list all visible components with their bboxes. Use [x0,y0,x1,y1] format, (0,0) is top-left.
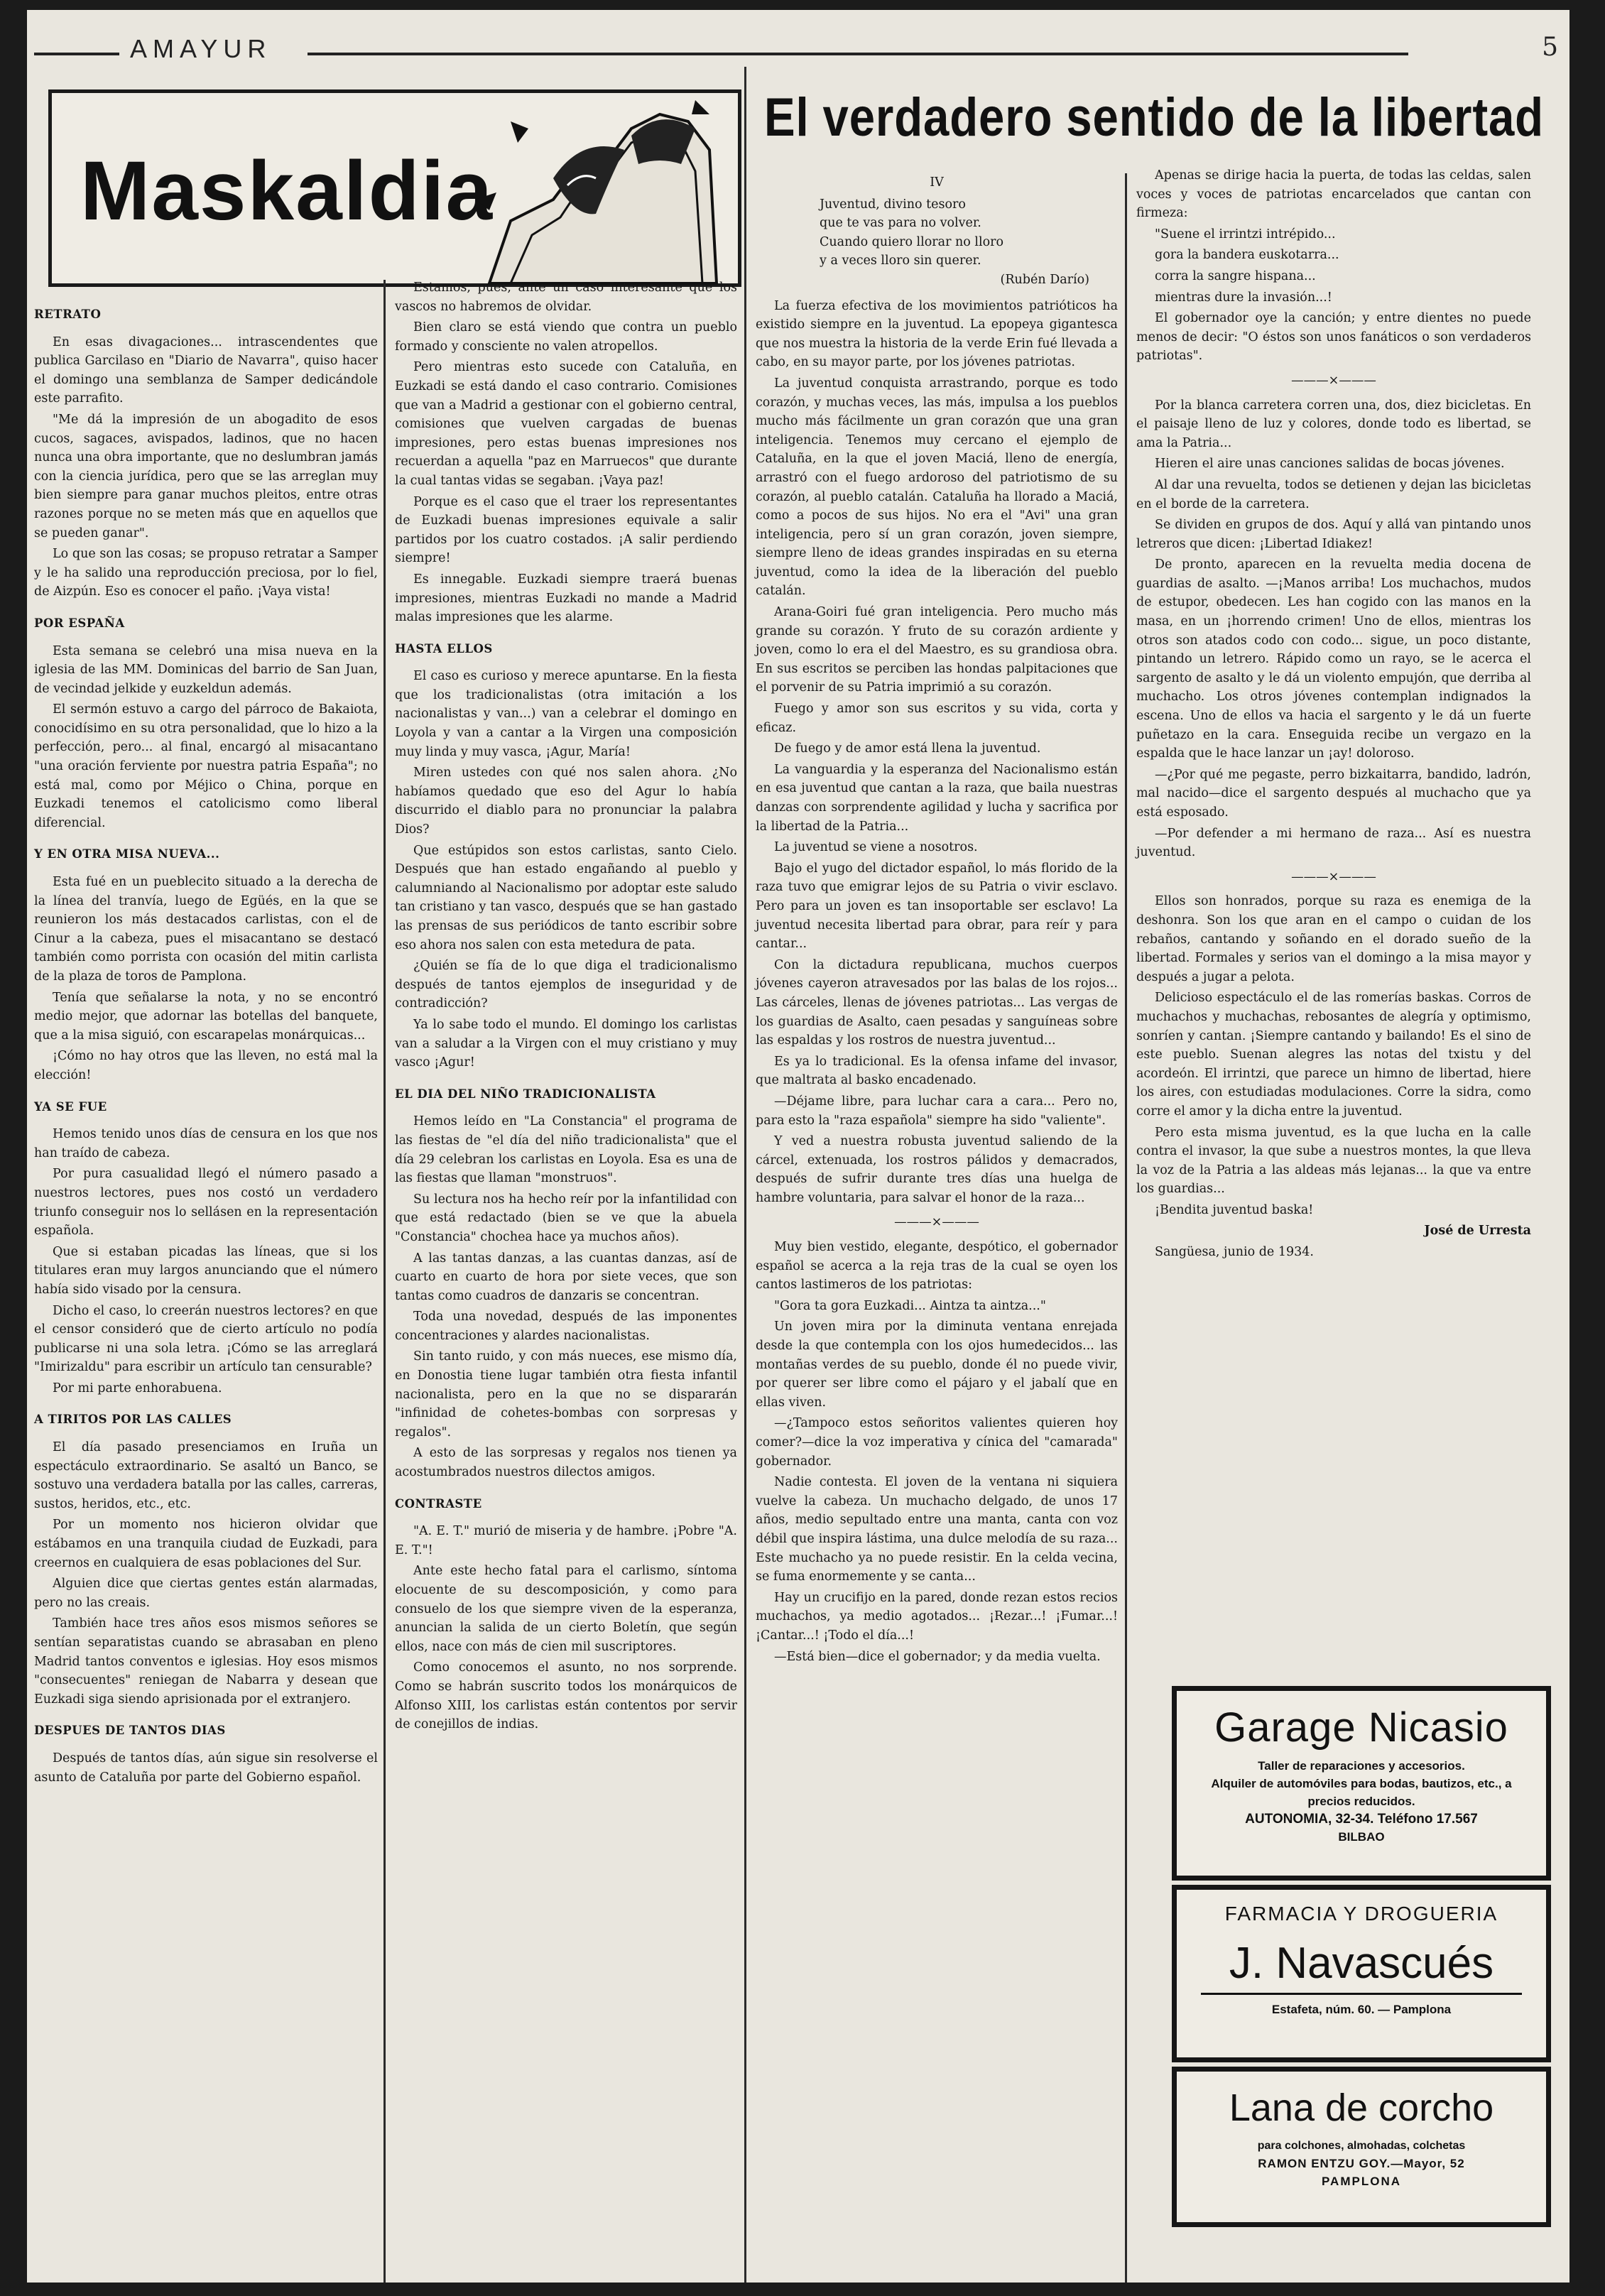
paragraph: Un joven mira por la diminuta ventana enrejada desde la que contempla con los ojos humedecidos... las montañas verdes de su pueblo, donde él no puede vivir, por querer ser libre como el pájaro y el jabalí que en ellas viven. [756,1320,1118,1410]
paragraph: "Me dá la impresión de un abogadito de esos cucos, sagaces, avispados, ladinos, que no hacen nunca una obra importante, que no deslumbran jamás con la ciencia jurídica, pero que se las arreglan muy bien siempre para ganar muchos pleitos, entre otras razones porque no se meten más que en aquellos que se pueden ganar". [34,412,378,540]
ad-lana-line2: RAMON ENTZU GOY.—Mayor, 52 [1258,2157,1465,2170]
paragraph: mientras dure la invasión...! [1155,290,1332,305]
paragraph: Que si estaban picadas las líneas, que si los titulares eran muy largos anunciando que el número había sido visado por la censura. [34,1244,378,1297]
paragraph: Ya lo sabe todo el mundo. El domingo los carlistas van a saludar a la Virgen con el muy cristiano y muy vasco ¡Agur! [395,1017,737,1070]
ad-lana-line3: PAMPLONA [1321,2175,1401,2188]
article-body [756,297,1118,1208]
ad-farmacia-address: Estafeta, núm. 60. — Pamplona [1271,2003,1452,2016]
section-separator: ———×——— [894,1215,979,1230]
main-headline: El verdadero sentido de la libertad [764,87,1544,148]
paragraph: Alguien dice que ciertas gentes están alarmadas, pero no las creais. [34,1577,378,1610]
article-dateline: Sangüesa, junio de 1934. [1155,1245,1314,1260]
page-number: 5 [1542,33,1558,62]
paragraph: De pronto, aparecen en la revuelta media docena de guardias de asalto. —¡Manos arriba! Los muchachos, mudos de estupor, obedecen. Les han cogido con las manos en la masa, en un ¡horrendo crimen! Uno de ellos, mientras los otros son atados codo con codo... sigue, un poco distante, pintando un letrero. Rápido como un rayo, se le acerca el sargento de asalto y le dá un violento empujón, que derriba al muchacho. Los otros jóvenes contemplan indignados la escena. Uno de ellos va hacia el sargento y le dá un fuerte puñetazo en la cara. Enseguida recibe un vergazo en la espalda que le hace lanzar un ¡ay! doloroso. [1136,557,1531,761]
column-divider [383,280,386,2283]
ad-garage-line3: AUTONOMIA, 32-34. Teléfono 17.567 [1245,1812,1478,1827]
ad-farmacia-rule [1201,1993,1522,1995]
paragraph: Estamos, pues, ante un caso interesante que los vascos no habremos de olvidar. [395,281,737,314]
masthead-box [48,89,741,287]
ad-farmacia-name: J. Navascués [1229,1939,1494,1988]
ad-garage-line1: Taller de reparaciones y accesorios. [1258,1759,1465,1773]
newspaper-page [27,10,1569,2283]
ad-garage-nicasio [1172,1686,1551,1881]
paragraph: Arana-Goiri fué gran inteligencia. Pero mucho más grande su corazón. Y fruto de su corazón ardiente y joven, como lo era el del Maestro, es su grandiosa obra. En sus escritos se perciben las hondas palpitaciones que el porvenir de su Patria imprimió a su corazón. [756,605,1118,695]
paragraph: Con la dictadura republicana, muchos cuerpos jóvenes cayeron atravesados por las balas de los rojos... Las cárceles, llenas de jóvenes patriotas... Las vergas de los guardias de Asalto, caen pesadas y sanguíneas sobre las espaldas y los rostros de nuestra juventud... [756,957,1118,1048]
paragraph: A esto de las sorpresas y regalos nos tienen ya acostumbrados nuestros dilectos amigos. [395,1446,737,1480]
paragraph: Bajo el yugo del dictador español, lo más florido de la raza tuvo que emigrar lejos de su Patria o vivir esclavo. Pero para un joven es tan insoportable ser esclavo! La juventud necesita libertad para obrar, para reír y para cantar... [756,861,1118,952]
section-heading: POR ESPAÑA [34,616,125,630]
column-divider [744,67,746,2283]
ad-garage-line2: Alquiler de automóviles para bodas, bautizos, etc., a precios reducidos. [1211,1777,1512,1808]
paragraph: Hay un crucifijo en la pared, donde rezan estos recios muchachos, ya medio agotados... ¡Rezar...! ¡Fumar...! ¡Cantar...! ¡Todo el día...! [756,1590,1118,1643]
verse-block [756,195,1118,271]
section-separator: ———×——— [1291,373,1376,388]
article-body-continued [1136,396,1531,862]
paragraph: Hieren el aire unas canciones salidas de bocas jóvenes. [1155,457,1505,472]
paragraph: El caso es curioso y merece apuntarse. En la fiesta que los tradicionalistas (otra imitación a los nacionalistas y van...) van a celebrar el domingo en Loyola y van a cantar a la Virgen una composición muy linda y muy vasca, ¡Agur, María! [395,669,737,759]
paragraph: Apenas se dirige hacia la puerta, de todas las celdas, salen voces y voces de patriotas encarcelados que cantan con firmeza: [1136,168,1531,221]
paragraph: Es ya lo tradicional. Es la ofensa infame del invasor, que maltrata al basko encadenado. [756,1054,1118,1088]
section-heading: CONTRASTE [395,1496,482,1511]
article-body-continued [756,1238,1118,1666]
paragraph: Que estúpidos son estos carlistas, santo Cielo. Después que han estado engañando al pueblo y calumniando al Nacionalismo por adoptar este saludo tan cristiano y tan vasco, después que se han gastado las prensas de sus periódicos de tanto escribir sobre eso ahora nos salen con esta metedura de pata. [395,843,737,952]
paragraph: En esas divagaciones... intrascendentes que publica Garcilaso en "Diario de Navarra", quiso hacer el domingo una semblanza de Samper dedicándole este parrafito. [34,334,378,406]
masthead-illustration-icon [468,93,724,283]
column-3 [756,173,1118,2283]
paragraph: "A. E. T." murió de miseria y de hambre. ¡Pobre "A. E. T."! [395,1524,737,1557]
ad-lana-de-corcho [1172,2067,1551,2227]
paragraph: "Suene el irrintzi intrépido... [1155,227,1336,241]
paragraph: ¿Quién se fía de lo que diga el tradicionalismo después de tantos ejemplos de inseguridad y de contradicción? [395,959,737,1011]
section-heading: A TIRITOS POR LAS CALLES [34,1413,232,1427]
paragraph: De fuego y de amor está llena la juventud. [774,741,1041,756]
paragraph: —¿Por qué me pegaste, perro bizkaitarra, bandido, ladrón, mal nacido—dice el sargento después al muchacho que ya está esposado. [1136,767,1531,820]
paragraph: La juventud conquista arrastrando, porque es todo corazón, y muchas veces, las más, impulsa a los pueblos mucho más fácilmente un gran corazón que una gran inteligencia. Tenemos muy cercano el ejemplo de Cataluña, en la que el joven Maciá, lleno de energía, arrastró con el fuego ardoroso del patriotismo de su corazón, al pueblo catalán. Cataluña ha llorado a Maciá, como a pocos de sus hijos. No era el "Avi" una gran inteligencia, pero sí un gran corazón, joven siempre, siempre lleno de ideas grandes inspiradas en su eterna juventud, como la idea de la liberación del pueblo catalán. [756,376,1118,599]
paragraph: ¡Cómo no hay otros que las lleven, no está mal la elección! [34,1049,378,1082]
paragraph: Tenía que señalarse la nota, y no se encontró medio mejor, que adornar las botellas del banquete, que a la misa siguió, con escarapelas monárquicas... [34,990,378,1043]
paragraph: Hemos leído en "La Constancia" el programa de las fiestas de "el día del niño tradicionalista" que el día 29 celebran los carlistas en Loyola. Esa es una de las fiestas que llaman "monstruos". [395,1114,737,1186]
paragraph: Es innegable. Euzkadi siempre traerá buenas impresiones, mientras Euzkadi no mande a Madrid malas impresiones que les alarme. [395,572,737,625]
paragraph: Nadie contesta. El joven de la ventana ni siquiera vuelve la cabeza. Un muchacho delgado, de unos 17 años, medio sepultado entre una manta, canta con voz débil que inspira lástima, una dulce melodía de su raza... Este muchacho ya no puede resistir. En la celda vecina, se fuma enormemente y se canta... [756,1475,1118,1584]
paragraph: Muy bien vestido, elegante, despótico, el gobernador español se acerca a la reja tras de la cual se oyen los cantos lastimeros de los patriotas: [756,1240,1118,1293]
paragraph: —Está bien—dice el gobernador; y da media vuelta. [774,1649,1101,1664]
paragraph: La fuerza efectiva de los movimientos patrióticos ha existido siempre en la juventud. La epopeya gigantesca que nos muestra la historia de la verde Erin fué llevada a cabo, en su mayor parte, por los jóvenes patriotas. [756,298,1118,370]
paragraph: Como conocemos el asunto, no nos sorprende. Como se habrán suscrito todos los monárquicos de Alfonso XIII, los carlistas están contentos por servir de conejillos de indias. [395,1660,737,1732]
paragraph: El sermón estuvo a cargo del párroco de Bakaiota, conocidísimo en su otra personalidad, que lo hizo a la perfección, pero... al final, encargó al misacantano "una oración ferviente por nuestra patria España"; no está mal, como por Méjico o China, porque en Euzkadi tenemos el catolicismo como liberal diferencial. [34,702,378,830]
running-head [34,28,1562,64]
verse-line: que te vas para no volver. [820,216,981,231]
paragraph: —¿Tampoco estos señoritos valientes quieren hoy comer?—dice la voz imperativa y cínica del "camarada" gobernador. [756,1416,1118,1469]
paragraph: Por un momento nos hicieron olvidar que estábamos en una tranquila ciudad de Euzkadi, para creernos en cualquiera de esas poblaciones del Sur. [34,1518,378,1570]
paragraph: "Gora ta gora Euzkadi... Aintza ta aintza..." [774,1298,1046,1313]
paragraph: Y ved a nuestra robusta juventud saliendo de la cárcel, extenuada, los rostros pálidos y demacrados, después de sufrir durante tres días una huelga de hambre voluntaria, para salvar el honor de la raza... [756,1134,1118,1205]
section-heading: Y EN OTRA MISA NUEVA... [34,847,220,861]
verse-author: (Rubén Darío) [1000,272,1089,287]
paragraph: Delicioso espectáculo el de las romerías baskas. Corros de muchachos y muchachas, rebosantes de alegría y optimismo, sonríen y cantan. ¡Siempre cantando y bailando! Es el sino de este pueblo. Suenan alegres las notas del txistu y del acordeón. El irrintzi, que parece un himno de libertad, hiere los aires, con estudiadas modulaciones. Corre la sidra, como corre el amor y la dicha entre la juventud. [1136,991,1531,1119]
section-heading: RETRATO [34,308,102,321]
column-2 [395,278,737,2281]
paragraph: Al dar una revuelta, todos se detienen y dejan las bicicletas en el borde de la carretera. [1136,477,1531,511]
paragraph: La juventud se viene a nosotros. [774,840,978,855]
verse-line: y a veces lloro sin querer. [820,254,981,268]
ad-farmacia-heading: FARMACIA Y DROGUERIA [1224,1903,1498,1925]
paragraph: Esta semana se celebró una misa nueva en la iglesia de las MM. Dominicas del barrio de San Juan, de vecindad jelkide y euzkeldun además. [34,643,378,696]
paragraph: ¡Bendita juventud baska! [1155,1202,1314,1217]
section-heading: DESPUES DE TANTOS DIAS [34,1724,226,1738]
section-heading: HASTA ELLOS [395,641,493,655]
section-numeral: IV [930,175,944,190]
paragraph: —Por defender a mi hermano de raza... Así es nuestra juventud. [1136,826,1531,860]
ad-farmacia-navascues [1172,1885,1551,2062]
verse-line: Cuando quiero llorar no lloro [820,234,1004,249]
verse-line: Juventud, divino tesoro [820,197,966,212]
paragraph: Pero esta misma juventud, es la que lucha en la calle contra el invasor, la que sube a nuestros montes, la que lleva la voz de la Patria a las aldeas más lejanas... la que va entre los guardias... [1136,1125,1531,1197]
paragraph: Ellos son honrados, porque su raza es enemiga de la deshonra. Son los que aran en el campo o cuidan de los rebaños, cantando y soñando en el dorado sueño de la libertad. Formales y serios van el domingo a la misa mayor y después a jugar a pelota. [1136,894,1531,984]
paragraph: También hace tres años esos mismos señores se sentían separatistas cuando se abrasaban en pleno Madrid tantos conventos e iglesias. Hoy esos mismos "consecuentes" reniegan de Nabarra y desean que Euzkadi siga siendo aprisionada por el extranjero. [34,1616,378,1707]
paragraph: Sin tanto ruido, y con más nueces, ese mismo día, en Donostia tiene lugar también otra fiesta infantil nacionalista, pero en la que no se dispararán "infinidad de cohetes-bombas con sorpresas y regalos". [395,1349,737,1440]
column-1 [34,293,378,2281]
paragraph: corra la sangre hispana... [1155,268,1316,283]
paragraph: Su lectura nos ha hecho reír por la infantilidad con que está redactado (bien se ve que la abuela "Constancia" chochea hace ya muchos años). [395,1192,737,1244]
running-head-rule-left [34,53,119,55]
paragraph: El día pasado presenciamos en Iruña un espectáculo extraordinario. Se asaltó un Banco, se sostuvo una verdadera batalla por las calles, carreras, sustos, heridos, etc., etc. [34,1440,378,1511]
ad-garage-line4: BILBAO [1338,1830,1385,1844]
paragraph: Fuego y amor son sus escritos y su vida, corta y eficaz. [756,702,1118,735]
column-divider [1125,173,1127,2283]
paragraph: —Déjame libre, para luchar cara a cara... Pero no, para esto la "raza española" siempre ha sido "valiente". [756,1094,1118,1128]
masthead-title: Maskaldia [80,144,494,238]
paragraph: A las tantas danzas, a las cuantas danzas, así de cuarto en cuarto de hora por siete veces, que son tantas como cuadros de danzaris se concentran. [395,1251,737,1303]
ad-lana-name: Lana de corcho [1229,2086,1494,2129]
paragraph: Pero mientras esto sucede con Cataluña, en Euzkadi se está dando el caso contrario. Comisiones que van a Madrid a gestionar con el gobierno central, comisiones que vuelven cargadas de buenas impresiones, pero estas buenas impresiones nos recuerdan a aquella "paz en Marruecos" que durante la cual tantas vidas se segaban. ¡Vaya paz! [395,360,737,488]
paragraph: Lo que son las cosas; se propuso retratar a Samper y le ha salido una reproducción preciosa, por lo fiel, de Aizpún. Eso es conocer el paño. ¡Vaya vista! [34,547,378,599]
running-head-rule-right [308,53,1408,55]
ad-lana-line1: para colchones, almohadas, colchetas [1257,2140,1466,2152]
paragraph: Porque es el caso que el traer los representantes de Euzkadi buenas impresiones equivale a salir partidos por los cuatro costados. ¡A salir perdiendo siempre! [395,494,737,566]
author-signature: José de Urresta [1424,1224,1531,1239]
paragraph: Bien claro se está viendo que contra un pueblo formado y consciente no valen atropellos. [395,320,737,354]
article-body [1136,166,1531,366]
paragraph: gora la bandera euskotarra... [1155,248,1339,263]
article-body-end [1136,892,1531,1219]
section-separator: ———×——— [1291,869,1376,884]
paragraph: Por la blanca carretera corren una, dos, diez bicicletas. En el paisaje lleno de luz y colores, donde todo es libertad, se ama la Patria... [1136,398,1531,450]
paragraph: La vanguardia y la esperanza del Nacionalismo están en esa juventud que cantan a la raza, que baila nuestras danzas con sorprendente agilidad y lucha y sacrifica por la libertad de la Patria... [756,762,1118,834]
paragraph: Ante este hecho fatal para el carlismo, síntoma elocuente de su descomposición, y como para consuelo de los que siempre viven de la esperanza, anuncian la salida de un cierto Boletín, que según ellos, nace con más de cien mil suscriptores. [395,1564,737,1654]
paragraph: El gobernador oye la canción; y entre dientes no puede menos de decir: "O éstos son unos fanáticos o son verdaderos patriotas". [1136,311,1531,364]
section-heading: YA SE FUE [34,1099,107,1114]
paragraph: Hemos tenido unos días de censura en los que nos han traído de cabeza. [34,1127,378,1160]
ad-garage-name: Garage Nicasio [1214,1704,1508,1751]
section-heading: EL DIA DEL NIÑO TRADICIONALISTA [395,1087,656,1101]
paragraph: Toda una novedad, después de las imponentes concentraciones y alardes nacionalistas. [395,1310,737,1343]
paper-name: AMAYUR [130,34,272,63]
column-4 [1136,166,1531,1260]
paragraph: Por mi parte enhorabuena. [53,1381,222,1395]
paragraph: Dicho el caso, lo creerán nuestros lectores? en que el censor consideró que de cierto artículo no podía publicarse ni una sola letra. ¡Cómo se las arreglará "Imirizaldu" para escribir un artículo tan censurable? [34,1303,378,1375]
paragraph: Por pura casualidad llegó el número pasado a nuestros lectores, pues nos costó un verdadero triunfo conseguir nos lo sellásen en la representación española. [34,1167,378,1239]
paragraph: Se dividen en grupos de dos. Aquí y allá van pintando unos letreros que dicen: ¡Libertad Idiakez! [1136,518,1531,551]
paragraph: Después de tantos días, aún sigue sin resolverse el asunto de Cataluña por parte del Gobierno español. [34,1751,378,1785]
paragraph: Esta fué en un pueblecito situado a la derecha de la línea del tranvía, luego de Egüés, en la que se reunieron los más destacados carlistas, con el de Cinur a la cabeza, pues el misacantano se destacó también como porrista con ocasión del mitin carlista de la plaza de toros de Pamplona. [34,875,378,984]
paragraph: Miren ustedes con qué nos salen ahora. ¿No habíamos quedado que eso del Agur lo había discurrido el diablo para no pronunciar la palabra Dios? [395,766,737,837]
